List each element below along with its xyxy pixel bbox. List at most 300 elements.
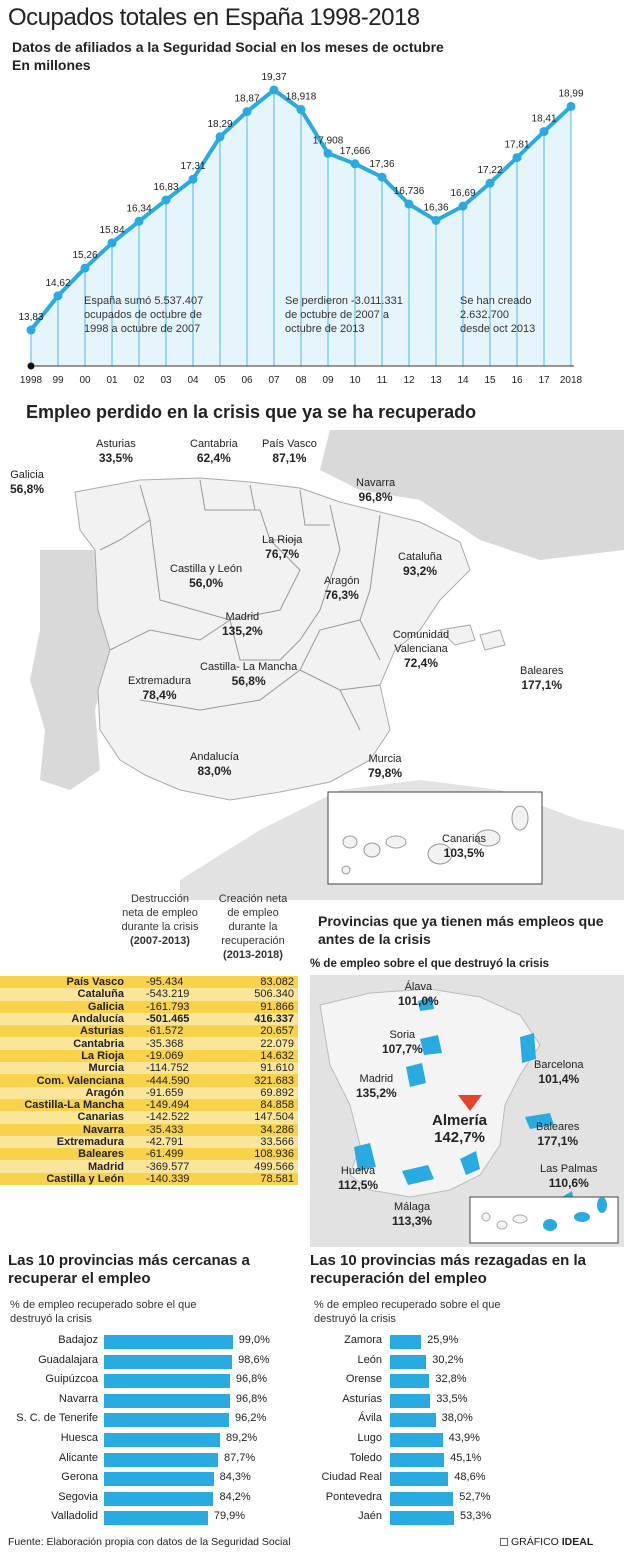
x-tick-label: 03	[160, 375, 172, 386]
destruction-value: -61.572	[128, 1025, 214, 1037]
bar	[390, 1453, 444, 1467]
x-tick-label: 16	[511, 375, 523, 386]
x-tick-label: 14	[457, 375, 469, 386]
label-value: 103,5%	[443, 846, 485, 860]
region-name: La Rioja	[0, 1050, 128, 1062]
map1-label-madrid	[222, 610, 263, 639]
data-label: 18,918	[285, 91, 317, 103]
table-row	[0, 1111, 298, 1123]
label-value: 177,1%	[521, 678, 563, 692]
map1-label-asturias	[96, 437, 136, 466]
region-name: Asturias	[0, 1025, 128, 1037]
bar	[390, 1433, 443, 1447]
bar-category-label: Asturias	[342, 1392, 382, 1405]
bar-row	[300, 1373, 624, 1391]
x-tick-label: 13	[430, 375, 442, 386]
bar-category-label: Gerona	[61, 1471, 98, 1484]
bar	[390, 1413, 436, 1427]
label-value: 177,1%	[537, 1134, 579, 1148]
label-value: 110,6%	[548, 1176, 589, 1190]
destruction-value: -35.368	[128, 1037, 214, 1049]
map1-label-castilla-la-mancha	[200, 660, 297, 689]
bar	[104, 1433, 220, 1447]
bar-row	[300, 1432, 624, 1450]
x-tick-label: 02	[133, 375, 145, 386]
label-value: 113,3%	[392, 1214, 433, 1228]
bar-category-label: Segovia	[58, 1490, 98, 1503]
data-point	[81, 264, 90, 273]
destruction-value: -61.499	[128, 1148, 214, 1160]
bar-value-label: 43,9%	[448, 1432, 480, 1444]
creation-value: 91.610	[214, 1062, 298, 1074]
creation-value: 78.581	[214, 1173, 298, 1185]
label-name: Cantabria	[190, 438, 238, 450]
label-name: Aragón	[324, 575, 360, 587]
bar-row	[0, 1510, 300, 1528]
annotation-2-line-3: octubre de 2013	[285, 323, 365, 335]
data-label: 18,99	[558, 88, 584, 100]
label-value: 33,5%	[98, 451, 133, 465]
x-tick-label: 17	[538, 375, 550, 386]
data-label: 17,666	[339, 145, 371, 157]
label-value: 142,7%	[434, 1129, 485, 1146]
map2-label-alava	[398, 980, 439, 1009]
map1-label-navarra	[356, 476, 395, 505]
data-point	[297, 105, 306, 114]
destruction-value: -19.069	[128, 1050, 214, 1062]
data-point	[243, 107, 252, 116]
bar-value-label: 96,8%	[235, 1392, 268, 1405]
region-name: Murcia	[0, 1062, 128, 1074]
data-label: 16,736	[393, 186, 425, 198]
bar-row	[0, 1393, 300, 1411]
data-label: 16,69	[450, 188, 476, 200]
annotation-1	[84, 294, 224, 336]
x-tick-label: 12	[403, 375, 415, 386]
bar-row	[300, 1354, 624, 1372]
data-label: 16,83	[153, 182, 179, 194]
region-name: Galicia	[0, 1001, 128, 1013]
region-name: Madrid	[0, 1160, 128, 1172]
data-point	[270, 85, 279, 94]
label-name: Baleares	[536, 1121, 580, 1133]
map2-label-soria	[382, 1028, 423, 1057]
label-name: Soria	[389, 1029, 416, 1041]
map1-label-la-rioja	[262, 533, 302, 562]
table-row	[0, 988, 298, 1000]
bars-right-title: Las 10 provincias más rezagadas en la recuperación del empleo	[310, 1252, 586, 1287]
bar-category-label: Ciudad Real	[321, 1471, 382, 1484]
data-label: 17,36	[369, 159, 395, 171]
destruction-value: -161.793	[128, 1001, 214, 1013]
bar	[104, 1335, 233, 1349]
region-name: Navarra	[0, 1124, 128, 1136]
label-name: La Rioja	[262, 534, 303, 546]
map2-label-madrid	[356, 1072, 397, 1101]
label-name: Baleares	[520, 665, 564, 677]
label-value: 56,0%	[189, 576, 224, 590]
table-row	[0, 1087, 298, 1099]
employment-table	[0, 976, 298, 1185]
data-point	[378, 173, 387, 182]
data-point	[216, 132, 225, 141]
bar-category-label: Orense	[345, 1373, 382, 1386]
x-tick-label: 06	[241, 375, 253, 386]
label-value: 83,0%	[197, 764, 232, 778]
data-label: 16,34	[126, 203, 152, 215]
bar-category-label: Badajoz	[58, 1334, 98, 1346]
bar-value-label: 33,5%	[436, 1392, 468, 1405]
bar-value-label: 84,3%	[219, 1471, 251, 1484]
bar-category-label: Toledo	[349, 1451, 382, 1464]
table-row	[0, 1050, 298, 1062]
creation-value: 506.340	[214, 988, 298, 1000]
page-title: Ocupados totales en España 1998-2018	[8, 4, 420, 31]
x-tick-label: 11	[376, 375, 388, 386]
x-tick-label: 10	[349, 375, 361, 386]
bars-left-chart	[0, 1334, 300, 1524]
bar-category-label: Jaén	[358, 1510, 382, 1523]
bars-left-subtitle: % de empleo recuperado sobre el que destruyó la crisis	[10, 1299, 197, 1325]
bar	[390, 1511, 454, 1525]
annotation-3	[460, 294, 570, 336]
map2-canarias-box	[470, 1197, 618, 1243]
spain-map-provinces	[310, 975, 624, 1247]
map2-label-almeria	[432, 1112, 487, 1148]
creation-value: 321.683	[214, 1074, 298, 1086]
region-name: Andalucía	[0, 1013, 128, 1025]
bar-category-label: Alicante	[58, 1451, 98, 1464]
label-name: Extremadura	[128, 675, 191, 687]
bar-category-label: S. C. de Tenerife	[16, 1412, 98, 1425]
data-label: 15,26	[72, 250, 98, 262]
bar-row	[300, 1510, 624, 1528]
data-label: 16,36	[423, 202, 449, 214]
label-value: 135,2%	[356, 1086, 397, 1100]
data-label: 17,908	[312, 135, 344, 147]
label-name: Álava	[404, 981, 433, 993]
label-name: Canarias	[442, 833, 487, 845]
bar-row	[300, 1393, 624, 1411]
label-name: Navarra	[356, 477, 396, 489]
label-name: Andalucía	[190, 751, 239, 763]
bars-left-title: Las 10 provincias más cercanas a recuperar el empleo	[8, 1252, 250, 1287]
bar	[104, 1394, 230, 1408]
region-name: Cataluña	[0, 988, 128, 1000]
table-row	[0, 1160, 298, 1172]
header-line: (2007-2013)	[130, 935, 190, 947]
destruction-value: -91.659	[128, 1087, 214, 1099]
map1-label-murcia	[368, 752, 402, 781]
annotation-2	[285, 294, 425, 336]
region-name: Castilla y León	[0, 1173, 128, 1185]
map2-label-huelva	[338, 1164, 378, 1193]
bar	[390, 1355, 426, 1369]
label-value: 76,7%	[265, 547, 300, 561]
data-point	[513, 153, 522, 162]
bar	[104, 1374, 230, 1388]
region-name: Cantabria	[0, 1037, 128, 1049]
header-line: durante la crisis	[121, 921, 199, 933]
annotation-3-line-3: desde oct 2013	[460, 323, 536, 335]
bar-row	[300, 1412, 624, 1430]
label-name: Madrid	[225, 611, 260, 623]
bar-category-label: León	[357, 1353, 382, 1366]
map1-label-andalucia	[190, 750, 239, 779]
header-line: neta de empleo	[122, 907, 198, 919]
region-name: Extremadura	[0, 1136, 128, 1148]
data-label: 18,29	[207, 118, 233, 130]
map1-label-extremadura	[128, 674, 191, 703]
bar-row	[0, 1491, 300, 1509]
label-value: 56,8%	[231, 674, 266, 688]
bar	[104, 1472, 214, 1486]
bar-value-label: 25,9%	[427, 1334, 459, 1346]
data-label: 14,62	[45, 277, 71, 289]
creation-value: 416.337	[214, 1013, 298, 1025]
label-value: 101,4%	[538, 1072, 580, 1086]
map1-title: Empleo perdido en la crisis que ya se ha recuperado	[26, 402, 477, 422]
destruction-value: -501.465	[128, 1013, 214, 1025]
bar-value-label: 98,6%	[238, 1353, 270, 1366]
destruction-value: -42.791	[128, 1136, 214, 1148]
label-name: Las Palmas	[540, 1163, 598, 1175]
bar	[390, 1335, 421, 1349]
table-row	[0, 1062, 298, 1074]
destruction-value: -543.219	[128, 988, 214, 1000]
header-line: durante la	[228, 921, 278, 933]
creation-value: 83.082	[214, 976, 298, 988]
label-name: Castilla- La Mancha	[200, 661, 298, 673]
data-point	[351, 159, 360, 168]
table-row	[0, 1001, 298, 1013]
map2-label-baleares	[536, 1120, 579, 1149]
map2-label-malaga	[392, 1200, 432, 1229]
bar-row	[300, 1334, 624, 1352]
header-line: de empleo	[227, 907, 279, 919]
credit-a: GRÁFICO	[511, 1536, 562, 1548]
map1-label-galicia	[10, 468, 44, 497]
bar	[104, 1355, 232, 1369]
data-label: 18,87	[234, 93, 260, 105]
map2-title: Provincias que ya tienen más empleos que antes de la crisis	[318, 913, 604, 947]
x-tick-label: 1998	[19, 375, 43, 386]
bar-value-label: 52,7%	[459, 1490, 491, 1503]
table-row	[0, 1099, 298, 1111]
creation-value: 33.566	[214, 1136, 298, 1148]
annotation-1-line-3: 1998 a octubre de 2007	[84, 323, 201, 335]
label-value: 72,4%	[403, 656, 439, 670]
annotation-2-line-1: Se perdieron -3.011.331	[285, 295, 403, 307]
bar-value-label: 96,8%	[235, 1373, 268, 1386]
region-name: Canarias	[0, 1111, 128, 1123]
data-label: 15,84	[99, 224, 125, 236]
annotation-3-line-2: 2.632.700	[460, 309, 509, 321]
x-tick-label: 09	[322, 375, 334, 386]
destruction-value: -35.433	[128, 1124, 214, 1136]
bar-category-label: Valladolid	[51, 1510, 98, 1523]
canarias-inset-box	[328, 792, 542, 884]
region-name: Aragón	[0, 1087, 128, 1099]
data-point	[432, 216, 441, 225]
bar-row	[300, 1491, 624, 1509]
bar-row	[0, 1354, 300, 1372]
map1-label-baleares	[520, 664, 563, 693]
creation-value: 22.079	[214, 1037, 298, 1049]
data-label: 13,83	[18, 312, 44, 324]
label-name: Castilla y León	[170, 563, 243, 575]
destruction-value: -444.590	[128, 1074, 214, 1086]
bar-value-label: 99,0%	[238, 1334, 270, 1346]
origin-dot	[28, 363, 35, 370]
bar-value-label: 48,6%	[454, 1471, 486, 1484]
bar-category-label: Guipúzcoa	[45, 1373, 98, 1386]
header-line: (2013-2018)	[223, 949, 283, 961]
data-point	[405, 200, 414, 209]
bar-value-label: 89,2%	[225, 1432, 258, 1444]
label-value: 87,1%	[272, 451, 307, 465]
credit-b: IDEAL	[561, 1536, 594, 1548]
x-tick-label: 04	[187, 375, 199, 386]
bar	[390, 1374, 429, 1388]
bar-value-label: 87,7%	[224, 1451, 256, 1464]
creation-value: 14.632	[214, 1050, 298, 1062]
bar-value-label: 32,8%	[435, 1373, 467, 1386]
creation-value: 20.657	[214, 1025, 298, 1037]
table-row	[0, 976, 298, 988]
creation-value: 34.286	[214, 1124, 298, 1136]
bar-value-label: 45,1%	[450, 1451, 482, 1464]
bar	[390, 1472, 448, 1486]
bar-value-label: 79,9%	[213, 1510, 246, 1523]
data-point	[162, 196, 171, 205]
bars-right-chart	[300, 1334, 624, 1524]
bar-row	[300, 1471, 624, 1489]
annotation-3-line-1: Se han creado	[460, 295, 532, 307]
bar-row	[0, 1471, 300, 1489]
bar	[390, 1394, 430, 1408]
label-name: Comunidad Valenciana	[392, 629, 450, 655]
bar-row	[300, 1452, 624, 1470]
x-tick-label: 08	[295, 375, 307, 386]
table-row	[0, 1037, 298, 1049]
table-row	[0, 1013, 298, 1025]
table-row	[0, 1074, 298, 1086]
destruction-value: -95.434	[128, 976, 214, 988]
data-label: 18,41	[531, 113, 557, 125]
map1-label-cantabria	[190, 437, 238, 466]
map1-label-pais-vasco	[262, 437, 317, 466]
label-name: Galicia	[10, 469, 44, 481]
header-line: recuperación	[221, 935, 285, 947]
creation-value: 499.566	[214, 1160, 298, 1172]
bar-category-label: Huesca	[60, 1432, 98, 1444]
data-point	[27, 326, 36, 335]
map1-label-canarias	[442, 832, 486, 861]
destruction-value: -142.522	[128, 1111, 214, 1123]
bar-row	[0, 1412, 300, 1430]
label-value: 79,8%	[368, 766, 403, 780]
bar-value-label: 84,2%	[219, 1490, 251, 1503]
map2-label-barcelona	[534, 1058, 584, 1087]
x-tick-label: 99	[52, 375, 64, 386]
label-value: 93,2%	[403, 564, 438, 578]
destruction-value: -114.752	[128, 1062, 214, 1074]
x-tick-label: 2018	[559, 375, 583, 386]
footer-source: Fuente: Elaboración propia con datos de la Seguridad Social	[8, 1536, 291, 1548]
data-point	[540, 127, 549, 136]
bar-category-label: Guadalajara	[38, 1353, 98, 1366]
label-value: 112,5%	[338, 1178, 379, 1192]
destruction-value: -140.339	[128, 1173, 214, 1185]
x-tick-label: 15	[484, 375, 496, 386]
bar-value-label: 53,3%	[459, 1510, 492, 1523]
bar-category-label: Pontevedra	[325, 1490, 382, 1503]
label-name: Huelva	[340, 1165, 376, 1177]
bar	[390, 1492, 453, 1506]
destruction-value: -369.577	[128, 1160, 214, 1172]
x-tick-label: 07	[268, 375, 280, 386]
credit-icon	[500, 1538, 508, 1546]
label-name: Barcelona	[534, 1059, 584, 1071]
data-point	[567, 102, 576, 111]
data-point	[324, 149, 333, 158]
region-name: Com. Valenciana	[0, 1074, 128, 1086]
annotation-1-line-1: España sumó 5.537.407	[84, 295, 204, 307]
table-row	[0, 1148, 298, 1160]
table-row	[0, 1025, 298, 1037]
data-point	[459, 202, 468, 211]
bar-category-label: Ávila	[358, 1412, 382, 1425]
table-row	[0, 1124, 298, 1136]
subtitle-part-a: Datos de afiliados a la	[12, 39, 163, 55]
region-name: Baleares	[0, 1148, 128, 1160]
table-header-creation	[210, 892, 296, 962]
data-point	[486, 179, 495, 188]
bar-category-label: Navarra	[58, 1392, 98, 1405]
label-name: Málaga	[393, 1201, 431, 1213]
region-name: Castilla-La Mancha	[0, 1099, 128, 1111]
bar-category-label: Lugo	[357, 1432, 382, 1444]
data-point	[108, 238, 117, 247]
map2-label-las-palmas	[540, 1162, 597, 1191]
map1-label-com-valenciana	[386, 628, 456, 671]
data-label: 17,81	[504, 139, 530, 151]
data-point	[189, 175, 198, 184]
map1-label-castilla-leon	[170, 562, 242, 591]
x-tick-label: 00	[79, 375, 91, 386]
bar-category-label: Zamora	[344, 1334, 382, 1346]
employment-line-chart	[0, 60, 624, 390]
map2-subtitle: % de empleo sobre el que destruyó la crisis	[310, 958, 550, 970]
bar-value-label: 96,2%	[235, 1412, 267, 1425]
creation-value: 147.504	[214, 1111, 298, 1123]
bar-row	[0, 1432, 300, 1450]
map1-label-cataluna	[398, 550, 442, 579]
label-name: Madrid	[359, 1073, 394, 1085]
header-line: Destrucción	[130, 893, 190, 905]
x-tick-label: 01	[106, 375, 118, 386]
table-row	[0, 1173, 298, 1185]
region-name: País Vasco	[0, 976, 128, 988]
data-label: 17,22	[477, 165, 503, 177]
bar	[104, 1511, 208, 1525]
label-value: 101,0%	[398, 994, 439, 1008]
subtitle-unit: En millones	[12, 57, 91, 73]
label-name: Almería	[432, 1112, 488, 1129]
label-value: 56,8%	[10, 482, 45, 496]
destruction-value: -149.494	[128, 1099, 214, 1111]
